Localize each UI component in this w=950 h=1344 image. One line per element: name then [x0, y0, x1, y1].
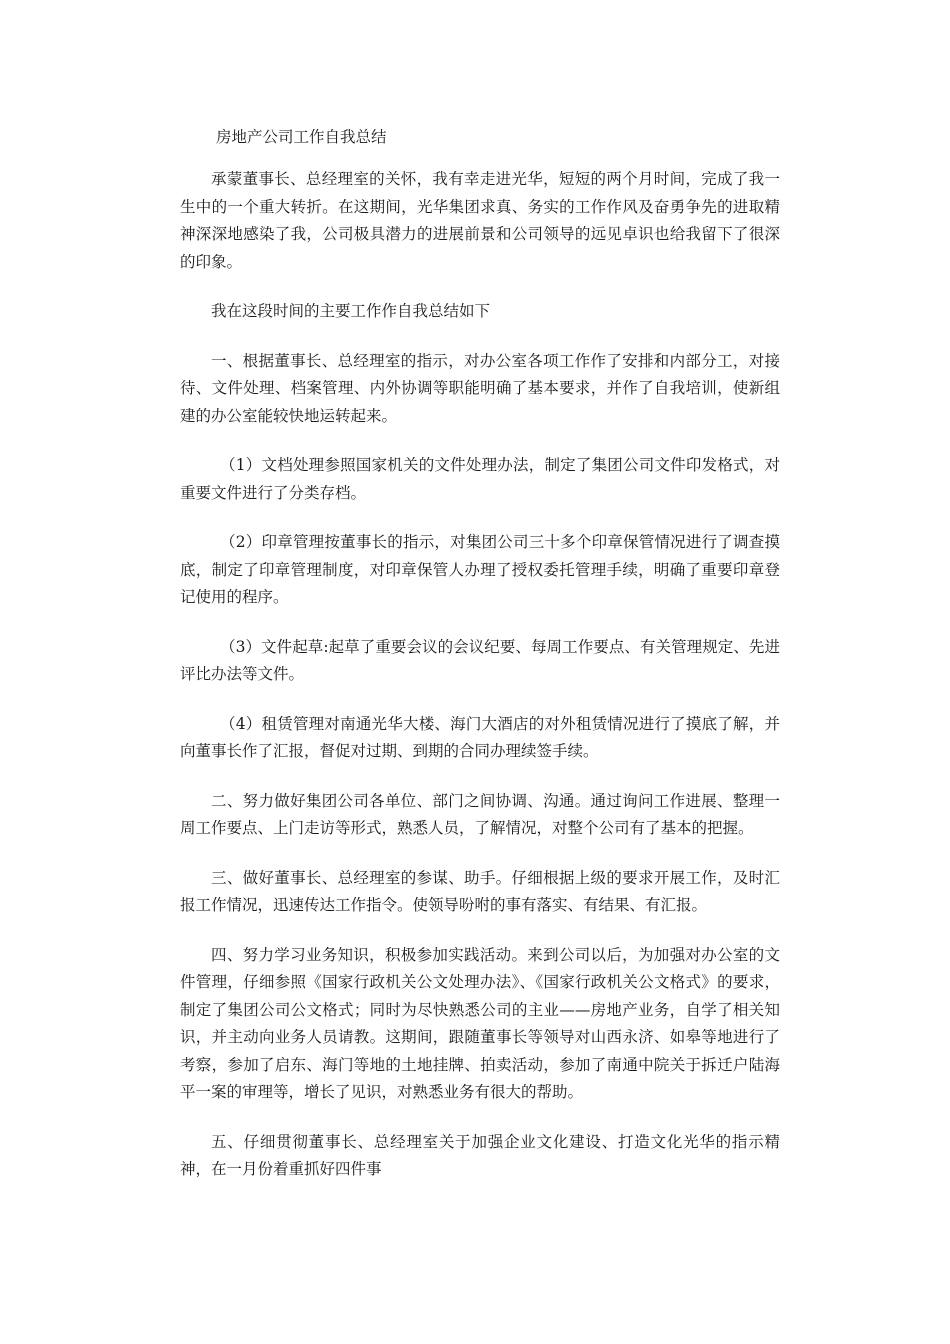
paragraph-summary-lead: 我在这段时间的主要工作作自我总结如下: [211, 302, 491, 320]
paragraph-item-3: （3）文件起草:起草了重要会议的会议纪要、每周工作要点、有关管理规定、先进评比办法等文件。: [180, 637, 780, 683]
paragraph-section-5: 五、仔细贯彻董事长、总经理室关于加强企业文化建设、打造文化光华的指示精神，在一月份着重抓好四件事: [180, 1132, 780, 1178]
paragraph-section-4: 四、努力学习业务知识，积极参加实践活动。来到公司以后，为加强对办公室的文件管理，仔细参照《国家行政机关公文处理办法》、《国家行政机关公文格式》的要求，制定了集团公司公文格式；同时为尽快熟悉公司的主业——房地产业务，自学了相关知识，并主动向业务人员请教。这期间，跟随董事长等领导对山西永济、如皋等地进行了考察，参加了启东、海门等地的土地挂牌、拍卖活动，参加了南通中院关于拆迁户陆海平一案的审理等，增长了见识，对熟悉业务有很大的帮助。: [180, 945, 780, 1101]
paragraph-section-2: 二、努力做好集团公司各单位、部门之间协调、沟通。通过询问工作进展、整理一周工作要点、上门走访等形式，熟悉人员，了解情况，对整个公司有了基本的把握。: [180, 791, 780, 837]
paragraph-item-1: （1）文档处理参照国家机关的文件处理办法，制定了集团公司文件印发格式，对重要文件进行了分类存档。: [180, 456, 780, 502]
document-body: [180, 122, 780, 1206]
paragraph-section-1: 一、根据董事长、总经理室的指示，对办公室各项工作作了安排和内部分工，对接待、文件处理、档案管理、内外协调等职能明确了基本要求，并作了自我培训，使新组建的办公室能较快地运转起来。: [180, 351, 780, 425]
paragraph-intro: 承蒙董事长、总经理室的关怀，我有幸走进光华，短短的两个月时间，完成了我一生中的一个重大转折。在这期间，光华集团求真、务实的工作作风及奋勇争先的进取精神深深地感染了我，公司极具潜力的进展前景和公司领导的远见卓识也给我留下了很深的印象。: [180, 170, 780, 271]
paragraph-section-3: 三、做好董事长、总经理室的参谋、助手。仔细根据上级的要求开展工作，及时汇报工作情况，迅速传达工作指令。使领导吩咐的事有落实、有结果、有汇报。: [180, 868, 780, 914]
paragraph-item-4: （4）租赁管理对南通光华大楼、海门大酒店的对外租赁情况进行了摸底了解，并向董事长作了汇报，督促对过期、到期的合同办理续签手续。: [180, 714, 780, 760]
document-title: 房地产公司工作自我总结: [216, 128, 387, 146]
paragraph-item-2: （2）印章管理按董事长的指示，对集团公司三十多个印章保管情况进行了调查摸底，制定了印章管理制度，对印章保管人办理了授权委托管理手续，明确了重要印章登记使用的程序。: [180, 533, 780, 606]
